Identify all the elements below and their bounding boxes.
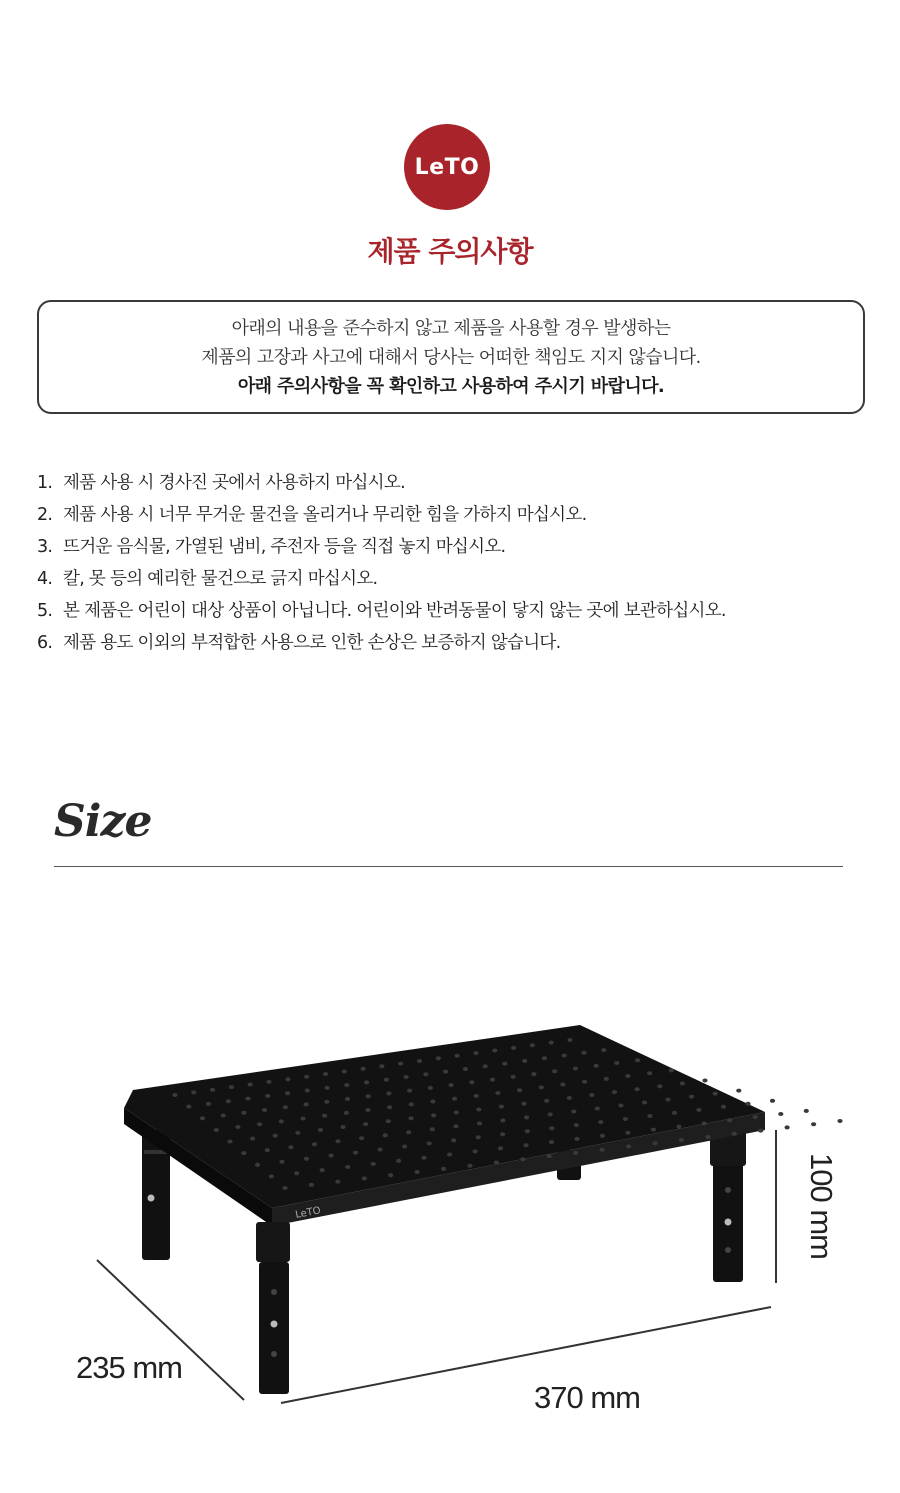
brand-logo-text: LeTO xyxy=(414,154,480,180)
rule-text: 제품 용도 이외의 부적합한 사용으로 인한 손상은 보증하지 않습니다. xyxy=(63,633,561,653)
brand-logo xyxy=(404,124,490,210)
product-logo: LeTO xyxy=(294,1205,322,1221)
page-title: 제품 주의사항 xyxy=(367,235,533,268)
caution-list xyxy=(37,467,877,659)
list-item xyxy=(37,563,877,595)
list-item xyxy=(37,467,877,499)
stand-leg-front-right xyxy=(710,1130,746,1282)
rule-text: 본 제품은 어린이 대상 상품이 아닙니다. 어린이와 반려동물이 닿지 않는 곳에 보관하십시오. xyxy=(63,601,726,621)
notice-box xyxy=(37,300,865,414)
rule-number: 5. xyxy=(37,601,53,621)
rule-text: 제품 사용 시 경사진 곳에서 사용하지 마십시오. xyxy=(63,473,405,493)
width-dimension-line xyxy=(281,1307,771,1403)
rule-number: 6. xyxy=(37,633,53,653)
section-divider xyxy=(54,866,843,867)
rule-number: 2. xyxy=(37,505,53,525)
list-item xyxy=(37,531,877,563)
size-heading: Size xyxy=(54,796,152,847)
height-label: 100 mm xyxy=(803,1153,839,1259)
rule-number: 1. xyxy=(37,473,53,493)
list-item xyxy=(37,499,877,531)
rule-number: 4. xyxy=(37,569,53,589)
notice-line-3: 아래 주의사항을 꼭 확인하고 사용하여 주시기 바랍니다. xyxy=(237,375,665,397)
rule-number: 3. xyxy=(37,537,53,557)
rule-text: 칼, 못 등의 예리한 물건으로 긁지 마십시오. xyxy=(63,569,378,589)
notice-line-2: 제품의 고장과 사고에 대해서 당사는 어떠한 책임도 지지 않습니다. xyxy=(201,346,701,368)
rule-text: 뜨거운 음식물, 가열된 냄비, 주전자 등을 직접 놓지 마십시오. xyxy=(63,537,506,557)
notice-line-1: 아래의 내용을 준수하지 않고 제품을 사용할 경우 발생하는 xyxy=(231,317,671,339)
list-item xyxy=(37,595,877,627)
rule-text: 제품 사용 시 너무 무거운 물건을 올리거나 무리한 힘을 가하지 마십시오. xyxy=(63,505,587,525)
width-label: 370 mm xyxy=(534,1380,640,1415)
list-item xyxy=(37,627,877,659)
depth-label: 235 mm xyxy=(76,1350,182,1385)
